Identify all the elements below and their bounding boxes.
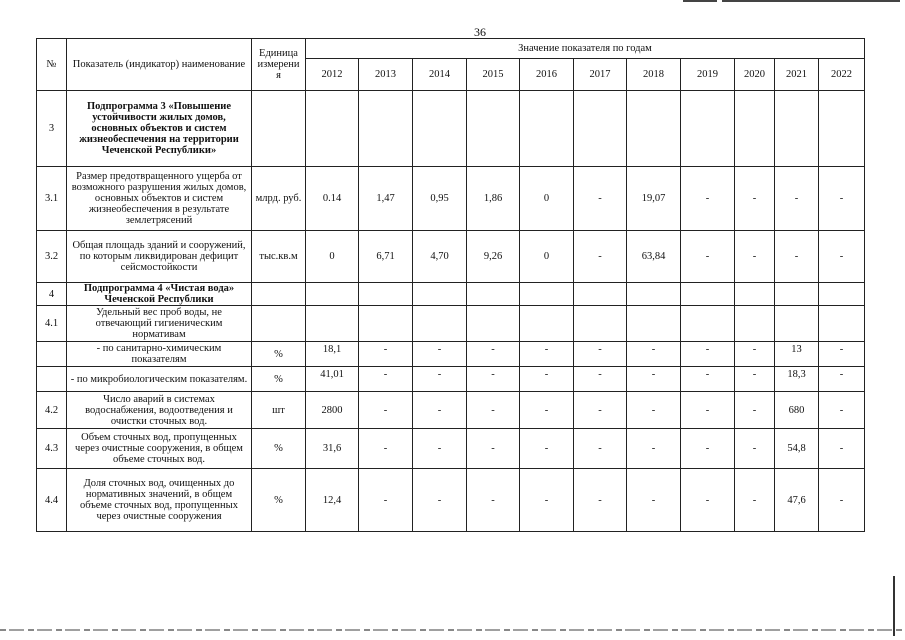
row-value (359, 306, 413, 342)
row-unit: шт (252, 392, 306, 429)
row-value (359, 283, 413, 306)
row-value: - (735, 342, 775, 367)
row-value: - (775, 167, 819, 231)
header-year: 2022 (819, 59, 865, 91)
row-value (413, 306, 467, 342)
row-value: - (735, 231, 775, 283)
row-value: - (735, 167, 775, 231)
row-value: - (467, 429, 520, 469)
row-value: 680 (775, 392, 819, 429)
row-num (37, 367, 67, 392)
row-value: 47,6 (775, 469, 819, 532)
row-value: - (467, 392, 520, 429)
table-row (37, 392, 865, 429)
row-value: 0 (520, 167, 574, 231)
row-value: - (735, 392, 775, 429)
row-value: 1,47 (359, 167, 413, 231)
row-unit: % (252, 342, 306, 367)
row-value: - (520, 367, 574, 392)
row-value (467, 91, 520, 167)
header-num: № (37, 39, 67, 91)
row-value: - (574, 342, 627, 367)
row-num (37, 342, 67, 367)
row-value (775, 283, 819, 306)
row-value (574, 91, 627, 167)
row-value: 1,86 (467, 167, 520, 231)
table-row (37, 167, 865, 231)
row-value: - (413, 367, 467, 392)
header-year: 2018 (627, 59, 681, 91)
row-unit (252, 91, 306, 167)
row-value (735, 283, 775, 306)
row-value: 54,8 (775, 429, 819, 469)
header-year: 2012 (306, 59, 359, 91)
row-value: - (681, 392, 735, 429)
row-value (520, 306, 574, 342)
row-value (681, 306, 735, 342)
table-row (37, 91, 865, 167)
row-value: - (681, 469, 735, 532)
row-value: - (819, 167, 865, 231)
row-indicator-name: Подпрограмма 3 «Повышение устойчивости жилых домов, основных объектов и систем жизнеобеспечения на территории Чеченской Республики» (67, 91, 252, 167)
row-value (681, 91, 735, 167)
row-value (819, 306, 865, 342)
row-indicator-name: - по санитарно-химическим показателям (67, 342, 252, 367)
header-unit: Единица измерени я (252, 39, 306, 91)
row-unit: тыс.кв.м (252, 231, 306, 283)
row-unit (252, 283, 306, 306)
row-value: - (681, 342, 735, 367)
row-unit: % (252, 469, 306, 532)
row-value: 0 (520, 231, 574, 283)
row-value (681, 283, 735, 306)
indicators-table (36, 38, 865, 532)
row-unit: % (252, 367, 306, 392)
row-value: - (467, 469, 520, 532)
row-value (574, 306, 627, 342)
table-row (37, 306, 865, 342)
header-year: 2015 (467, 59, 520, 91)
row-value: - (520, 392, 574, 429)
row-indicator-name: Общая площадь зданий и сооружений, по которым ликвидирован дефицит сейсмостойкости (67, 231, 252, 283)
row-value (627, 306, 681, 342)
table-row (37, 367, 865, 392)
row-value: 31,6 (306, 429, 359, 469)
row-num: 3.1 (37, 167, 67, 231)
row-indicator-name: Подпрограмма 4 «Чистая вода» Чеченской Республики (67, 283, 252, 306)
row-value (413, 91, 467, 167)
scan-artifact (893, 576, 895, 636)
row-value: - (819, 231, 865, 283)
row-value: - (574, 392, 627, 429)
row-value: - (681, 367, 735, 392)
row-indicator-name: - по микробиологическим показателям. (67, 367, 252, 392)
page-number: 36 (474, 25, 486, 39)
row-value (306, 306, 359, 342)
row-value: 63,84 (627, 231, 681, 283)
row-value: 19,07 (627, 167, 681, 231)
row-value (467, 283, 520, 306)
row-value: - (574, 231, 627, 283)
row-value: - (819, 342, 865, 367)
row-value: 0 (306, 231, 359, 283)
table-row (37, 342, 865, 367)
row-value: - (819, 367, 865, 392)
row-num: 4.2 (37, 392, 67, 429)
row-value: 0.14 (306, 167, 359, 231)
row-value: - (681, 231, 735, 283)
row-value: - (413, 392, 467, 429)
row-indicator-name: Удельный вес проб воды, не отвечающий гигиеническим нормативам (67, 306, 252, 342)
row-value (627, 91, 681, 167)
header-year: 2020 (735, 59, 775, 91)
row-num: 4.1 (37, 306, 67, 342)
header-indicator: Показатель (индикатор) наименование (67, 39, 252, 91)
row-unit (252, 306, 306, 342)
row-num: 4.4 (37, 469, 67, 532)
row-value: - (627, 367, 681, 392)
row-value: - (359, 469, 413, 532)
row-unit: млрд. руб. (252, 167, 306, 231)
row-value: - (359, 429, 413, 469)
row-value: 9,26 (467, 231, 520, 283)
row-value: - (520, 469, 574, 532)
row-value: - (467, 367, 520, 392)
row-value: 12,4 (306, 469, 359, 532)
row-value (735, 306, 775, 342)
row-value: - (819, 429, 865, 469)
row-value: - (735, 429, 775, 469)
row-value: - (627, 392, 681, 429)
row-value: - (574, 367, 627, 392)
table-row (37, 469, 865, 532)
row-value: 6,71 (359, 231, 413, 283)
scan-artifact (683, 0, 717, 2)
header-year: 2021 (775, 59, 819, 91)
row-value: 18,3 (775, 367, 819, 392)
row-indicator-name: Объем сточных вод, пропущенных через очистные сооружения, в общем объеме сточных вод. (67, 429, 252, 469)
row-value: - (520, 342, 574, 367)
row-num: 4.3 (37, 429, 67, 469)
scan-artifact (722, 0, 900, 2)
row-value (627, 283, 681, 306)
row-value: - (574, 469, 627, 532)
row-num: 3.2 (37, 231, 67, 283)
row-value: 0,95 (413, 167, 467, 231)
row-num: 3 (37, 91, 67, 167)
row-value: 13 (775, 342, 819, 367)
header-year: 2016 (520, 59, 574, 91)
row-value (574, 283, 627, 306)
row-value: - (574, 429, 627, 469)
row-value: 18,1 (306, 342, 359, 367)
header-year: 2014 (413, 59, 467, 91)
row-value: - (681, 167, 735, 231)
row-value: 4,70 (413, 231, 467, 283)
row-value (819, 91, 865, 167)
row-value (520, 91, 574, 167)
header-year: 2013 (359, 59, 413, 91)
row-unit: % (252, 429, 306, 469)
row-indicator-name: Число аварий в системах водоснабжения, водоотведения и очистки сточных вод. (67, 392, 252, 429)
row-value (359, 91, 413, 167)
row-value: 2800 (306, 392, 359, 429)
row-value: - (359, 342, 413, 367)
row-value: - (775, 231, 819, 283)
row-value (306, 283, 359, 306)
table-row (37, 231, 865, 283)
row-value: - (574, 167, 627, 231)
row-value: - (819, 392, 865, 429)
header-year: 2017 (574, 59, 627, 91)
row-indicator-name: Доля сточных вод, очищенных до нормативных значений, в общем объеме сточных вод, пропущенных через очистные сооружения (67, 469, 252, 532)
row-value: - (627, 429, 681, 469)
row-value (735, 91, 775, 167)
row-value: - (359, 392, 413, 429)
table-row (37, 429, 865, 469)
row-value (775, 306, 819, 342)
scan-artifact (0, 629, 905, 631)
row-value: - (413, 469, 467, 532)
row-value: - (413, 429, 467, 469)
row-value (413, 283, 467, 306)
row-value: - (467, 342, 520, 367)
row-value (819, 283, 865, 306)
row-value: - (681, 429, 735, 469)
row-value (520, 283, 574, 306)
row-value (775, 91, 819, 167)
row-value: - (627, 342, 681, 367)
row-value: - (413, 342, 467, 367)
row-value: - (819, 469, 865, 532)
row-value: 41,01 (306, 367, 359, 392)
row-value: - (735, 469, 775, 532)
row-num: 4 (37, 283, 67, 306)
row-value: - (735, 367, 775, 392)
header-years-group: Значение показателя по годам (306, 39, 865, 59)
row-value (306, 91, 359, 167)
row-indicator-name: Размер предотвращенного ущерба от возможного разрушения жилых домов, основных объектов и систем жизнеобеспечения в результате землетрясений (67, 167, 252, 231)
table-row (37, 283, 865, 306)
row-value: - (520, 429, 574, 469)
row-value (467, 306, 520, 342)
header-year: 2019 (681, 59, 735, 91)
row-value: - (359, 367, 413, 392)
row-value: - (627, 469, 681, 532)
